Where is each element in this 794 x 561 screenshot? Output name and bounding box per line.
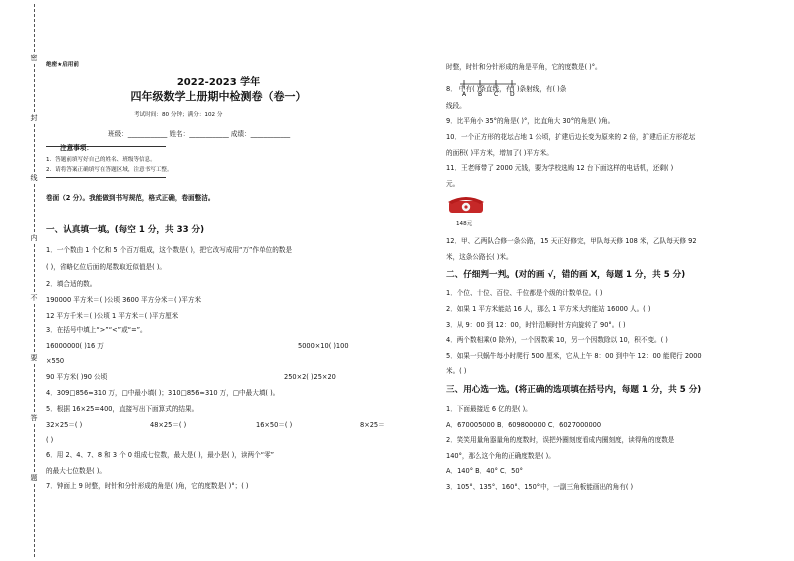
question: 190000 平方米＝( )公顷 3600 平方分米＝( )平方米: [46, 296, 202, 304]
question: 2．笑笑用量角器量角的度数时，误把外圈刻度看成内圈刻度，读得角的度数是: [446, 436, 675, 444]
question: 3．在括号中填上“>”“<”或“=”。: [46, 326, 147, 334]
seal-word: 答: [28, 412, 40, 424]
question: 1．个位、十位、百位、千位都是个级的计数单位。( ): [446, 289, 603, 297]
question: 7．钟面上 9 时整，时针和分针形成的角是( )角，它的度数是( )°；( ): [46, 482, 249, 490]
notice-bottom-rule: [46, 177, 166, 178]
question: 1．下面最接近 6 亿的是( )。: [446, 405, 532, 413]
section-heading: 二、仔细判一判。(对的画 √，错的画 X，每题 1 分，共 5 分): [446, 270, 686, 280]
seal-word: 题: [28, 472, 40, 484]
seal-word: 封: [28, 112, 40, 124]
question: 48×25＝( ): [150, 421, 187, 429]
notice-item: 1．答题前填写好自己的姓名、班级等信息。: [46, 157, 156, 163]
point-label: C: [494, 91, 499, 98]
question: 16000000( )16 万: [46, 342, 104, 350]
section-heading: 一、认真填一填。(每空 1 分，共 33 分): [46, 225, 205, 235]
question: 8． 中有( )条直线，有( )条射线，有( )条: [446, 85, 567, 93]
neatness-note: 卷面（2 分）。我能做到书写规范，格式正确，卷面整洁。: [46, 194, 215, 202]
question: 米，这条公路长( )米。: [446, 253, 513, 261]
seal-word: 不: [28, 292, 40, 304]
question: 5．根据 16×25=400，直接写出下面算式的结果。: [46, 405, 199, 413]
seal-word: 密: [28, 52, 40, 64]
student-info-fields: 班级：____________ 姓名：____________ 成绩：____________: [108, 130, 291, 138]
question: 4．两个数相乘(0 除外)，一个因数乘 10，另一个因数除以 10，积不变。( ): [446, 336, 668, 344]
question: 的最大七位数是( )。: [46, 467, 106, 475]
notice-item: 2．请将答案正确填写在答题区域，注意书写工整。: [46, 167, 173, 173]
question: 4．309□856≈310 万，□中最小填( )；310□856≈310 万，□中最大填( )。: [46, 389, 280, 397]
question: 9．比平角小 35°的角是( )°，比直角大 30°的角是( )角。: [446, 117, 615, 125]
question: 的面积( )平方米，增加了( )平方米。: [446, 149, 553, 157]
question: 10．一个正方形的花坛占地 1 公顷，扩建后边长变为原来的 2 倍，扩建后正方形花坛: [446, 133, 696, 141]
question: 2．填合适的数。: [46, 280, 97, 288]
question: 3．从 9：00 到 12：00，时针沿顺时针方向旋转了 90°。( ): [446, 321, 626, 329]
question: 8×25＝: [360, 421, 385, 429]
question: 140°，那么这个角的正确度数是( )。: [446, 452, 555, 460]
telephone-image: [446, 195, 486, 215]
question: 米。( ): [446, 367, 467, 375]
seal-word: 内: [28, 232, 40, 244]
seal-word: 线: [28, 172, 40, 184]
question: 11．王老师带了 2000 元钱，要为学校选购 12 台下面这样的电话机，还剩( ): [446, 164, 674, 172]
answer-options: A．670005000 B．609800000 C．6027000000: [446, 421, 602, 429]
question: ×550: [46, 357, 65, 365]
question: ( )，省略亿位后面的尾数取近似值是( )。: [46, 263, 166, 271]
secret-label: 绝密★启用前: [46, 62, 79, 68]
question: ( ): [46, 436, 54, 444]
notice-title: 注意事项：: [60, 144, 93, 152]
question: 16×50＝( ): [256, 421, 293, 429]
point-label: B: [478, 91, 483, 98]
question: 32×25＝( ): [46, 421, 83, 429]
point-label: D: [510, 91, 515, 98]
question: 5．如果一只蜗牛每小时爬行 500 厘米，它从上午 8：00 到中午 12：00 能爬行 2000: [446, 352, 702, 360]
question: 12 平方千米＝( )公顷 1 平方米＝( )平方厘米: [46, 312, 179, 320]
question: 90 平方米( )90 公顷: [46, 373, 108, 381]
line-segment-diagram: [458, 76, 518, 98]
question: 6．用 2、4、7、8 和 3 个 0 组成七位数，最大是( )，最小是( )，读两个“零”: [46, 451, 275, 459]
question: 12．甲、乙两队合修一条公路，15 天正好修完，甲队每天修 108 米，乙队每天修 92: [446, 237, 697, 245]
exam-title: 四年级数学上册期中检测卷（卷一）: [130, 90, 307, 103]
question: 2．如果 1 平方米能站 16 人，那么 1 平方米大约能站 16000 人。( ): [446, 305, 651, 313]
question: 元。: [446, 180, 460, 188]
phone-price: 148元: [456, 221, 473, 227]
question: 5000×10( )100: [298, 342, 349, 350]
question: 线段。: [446, 102, 466, 110]
point-label: A: [462, 91, 467, 98]
answer-options: A．140° B．40° C．50°: [446, 467, 523, 475]
question: 时整，时针和分针形成的角是平角，它的度数是( )°。: [446, 63, 602, 71]
question: 1．一个数由 1 个亿和 5 个百万组成，这个数是( )，把它改写成用“万”作单位的数是: [46, 246, 293, 254]
exam-year: 2022-2023 学年: [176, 77, 261, 88]
question: 3．105°、135°、160°、150°中，一副三角板能画出的角有( ): [446, 483, 634, 491]
exam-info: 考试时间：80 分钟；满分：102 分: [134, 112, 223, 118]
question: 250×2( )25×20: [284, 373, 336, 381]
section-heading: 三、用心选一选。(将正确的选项填在括号内，每题 1 分，共 5 分): [446, 385, 702, 395]
binding-margin: [0, 0, 38, 561]
seal-word: 要: [28, 352, 40, 364]
